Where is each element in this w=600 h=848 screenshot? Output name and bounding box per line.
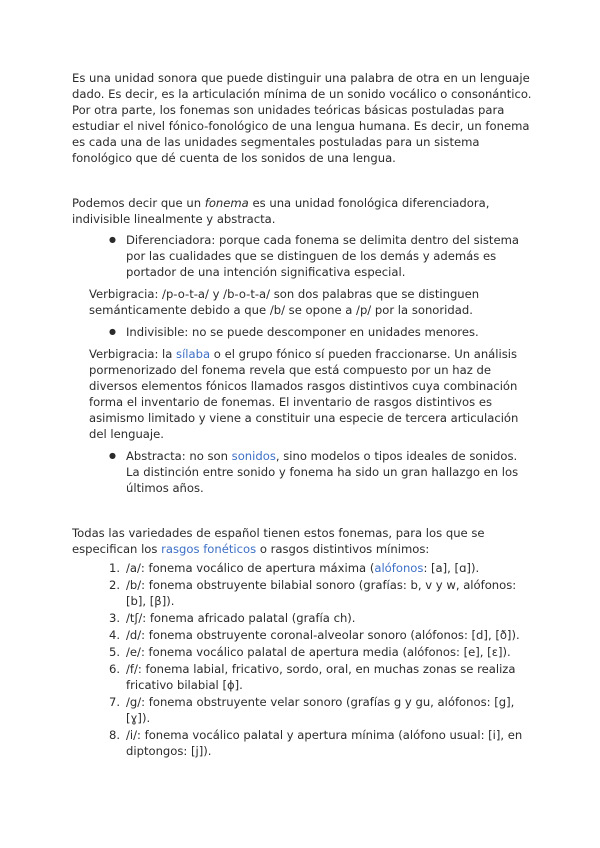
phoneme-text: /f/: fonema labial, fricativo, sordo, oral, en muchas zonas se realiza fricativo bilabial [ɸ]. [126, 662, 516, 692]
phoneme-text: /tʃ/: fonema africado palatal (grafía ch). [126, 611, 356, 625]
example-indivisible [72, 346, 532, 442]
item-number: 7. [108, 695, 120, 709]
document-body [72, 70, 532, 760]
phoneme-item [72, 727, 532, 759]
phoneme-text: /e/: fonema vocálico palatal de apertura media (alófonos: [e], [ɛ]). [126, 645, 511, 659]
phoneme-text-start: /a/: fonema vocálico de apertura máxima ( [126, 561, 375, 575]
item-number: 5. [108, 645, 120, 659]
link-sonidos[interactable]: sonidos [231, 449, 276, 463]
link-rasgos-foneticos[interactable]: rasgos fonéticos [161, 542, 257, 556]
phonemes-intro [72, 525, 532, 557]
example-text-start: Verbigracia: la [89, 347, 177, 361]
features-list-3 [72, 448, 532, 496]
item-number: 6. [108, 662, 120, 676]
phoneme-item [72, 644, 532, 660]
item-number: 8. [108, 728, 120, 742]
intro-paragraph: Es una unidad sonora que puede distinguir una palabra de otra en un lenguaje dado. Es decir, es la articulación mínima de un sonido vocálico o consonántico. Por otra parte, los fonemas son unidades teóricas básicas postuladas para estudiar el nivel fónico-fonológico de una lengua humana. Es decir, un fonema es cada una de las unidades segmentales postuladas para un sistema fonológico que dé cuenta de los sonidos de una lengua. [72, 71, 532, 165]
example-text-end: o el grupo fónico sí pueden fraccionarse. Un análisis pormenorizado del fonema revela que está compuesto por un haz de diversos elementos fónicos llamados rasgos distintivos cuya combinación forma el inventario de fonemas. El inventario de rasgos distintivos es asimismo limitado y viene a constituir una especie de tercera articulación del lenguaje. [89, 347, 519, 441]
item-number: 1. [108, 561, 120, 575]
item-number: 3. [108, 611, 120, 625]
bullet-abstracta [72, 448, 532, 496]
phoneme-item [72, 627, 532, 643]
bullet-diferenciadora: ● Diferenciadora: porque cada fonema se delimita dentro del sistema por las cualidades que se distinguen de los demás y además es portador de una intención significativa especial. [72, 232, 532, 280]
features-list [72, 232, 532, 280]
phoneme-item [72, 661, 532, 693]
link-alofonos[interactable]: alófonos [374, 561, 424, 575]
abstracta-text-start: Abstracta: no son [126, 449, 232, 463]
phoneme-text: /i/: fonema vocálico palatal y apertura mínima (alófono usual: [i], en diptongos: [j]). [126, 728, 523, 758]
phoneme-text: /d/: fonema obstruyente coronal-alveolar sonoro (alófonos: [d], [ð]). [126, 628, 520, 642]
definition-text-start: Podemos decir que un [72, 196, 205, 210]
phoneme-item [72, 610, 532, 626]
definition-paragraph [72, 195, 532, 227]
phonemes-list [72, 560, 532, 759]
item-number: 4. [108, 628, 120, 642]
phoneme-text: /b/: fonema obstruyente bilabial sonoro (grafías: b, v y w, alófonos: [b], [β]). [126, 578, 517, 608]
phoneme-text: /g/: fonema obstruyente velar sonoro (grafías g y gu, alófonos: [g], [ɣ]). [126, 695, 515, 725]
definition-text-end: es una unidad fonológica diferenciadora, indivisible linealmente y abstracta. [72, 196, 490, 226]
phoneme-item [72, 694, 532, 726]
item-number: 2. [108, 578, 120, 592]
phonemes-intro-start: Todas las variedades de español tienen estos fonemas, para los que se especifican los [72, 526, 485, 556]
abstracta-text-end: , sino modelos o tipos ideales de sonidos. La distinción entre sonido y fonema ha sido un gran hallazgo en los últimos años. [126, 449, 519, 495]
link-silaba[interactable]: sílaba [176, 347, 211, 361]
phonemes-intro-end: o rasgos distintivos mínimos: [256, 542, 430, 556]
features-list-2 [72, 324, 532, 340]
example-diferenciadora: Verbigracia: /p-o-t-a/ y /b-o-t-a/ son dos palabras que se distinguen semánticamente debido a que /b/ se opone a /p/ por la sonoridad. [89, 287, 480, 317]
term-fonema: fonema [204, 196, 249, 210]
phoneme-text-end: : [a], [ɑ]). [423, 561, 480, 575]
bullet-indivisible: ● Indivisible: no se puede descomponer en unidades menores. [72, 324, 532, 340]
phoneme-item [72, 577, 532, 609]
phoneme-item [72, 560, 532, 576]
